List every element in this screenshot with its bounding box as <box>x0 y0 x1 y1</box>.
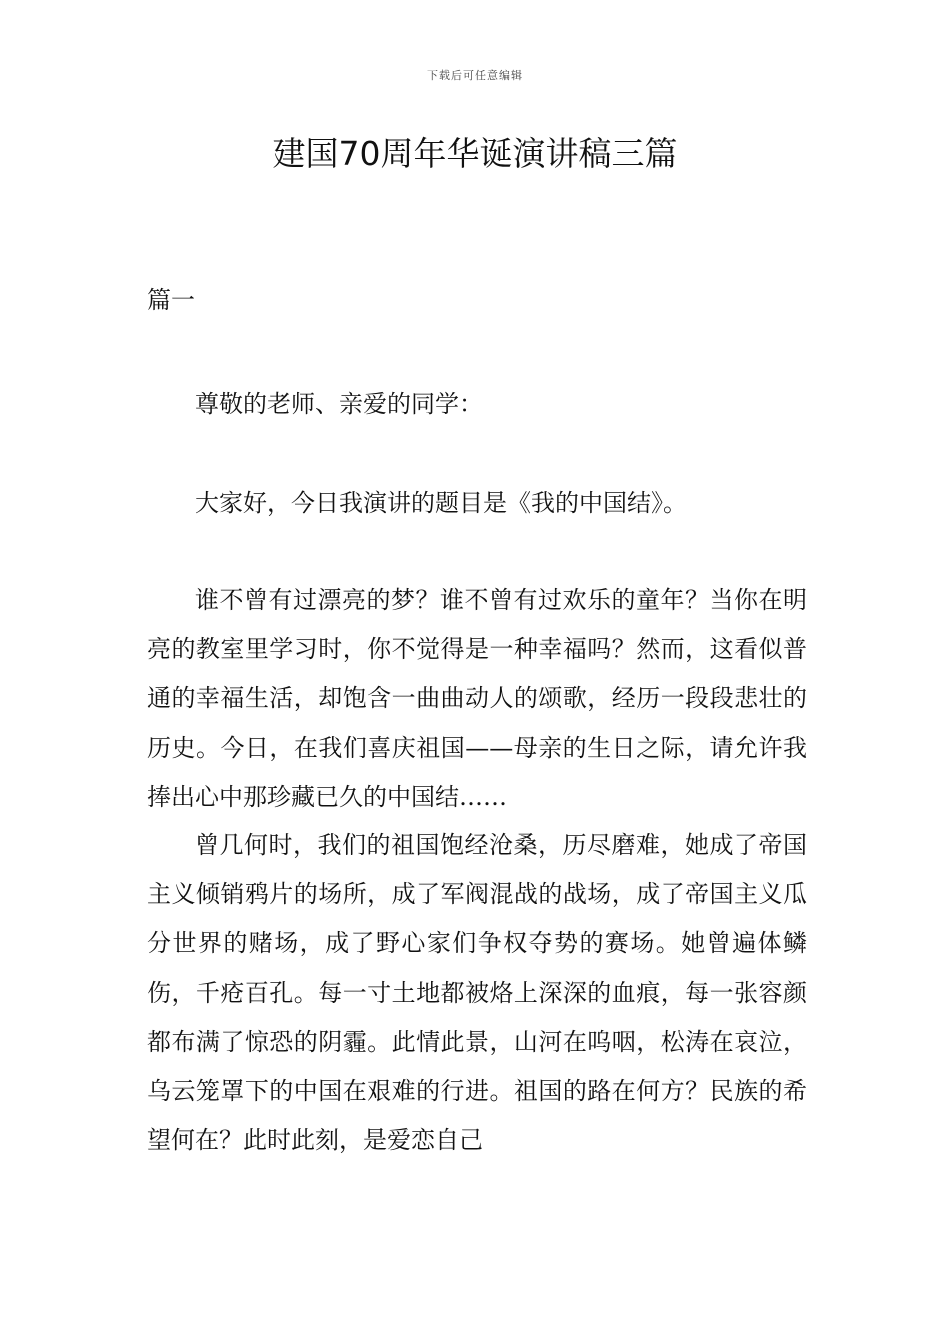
paragraph-intro: 大家好，今日我演讲的题目是《我的中国结》。 <box>195 489 687 517</box>
document-title: 建国70周年华诞演讲稿三篇 <box>272 134 678 173</box>
paragraph-greeting: 尊敬的老师、亲爱的同学： <box>195 390 483 418</box>
paragraph-dream: 谁不曾有过漂亮的梦？谁不曾有过欢乐的童年？当你在明亮的教室里学习时，你不觉得是一种幸福吗？然而，这看似普通的幸福生活，却饱含一曲曲动人的颂歌，经历一段段悲壮的历史。今日，在我们喜庆祖国——母亲的生日之际，请允许我捧出心中那珍藏已久的中国结…… <box>147 586 807 811</box>
document-body <box>147 284 807 1155</box>
section-label: 篇一 <box>147 286 195 314</box>
header-note: 下载后可任意编辑 <box>427 69 523 82</box>
paragraph-past: 曾几何时，我们的祖国饱经沧桑，历尽磨难，她成了帝国主义倾销鸦片的场所，成了军阀混战的战场，成了帝国主义瓜分世界的赌场，成了野心家们争权夺势的赛场。她曾遍体鳞伤，千疮百孔。每一寸土地都被烙上深深的血痕，每一张容颜都布满了惊恐的阴霾。此情此景，山河在呜咽，松涛在哀泣，乌云笼罩下的中国在艰难的行进。祖国的路在何方？民族的希望何在？此时此刻，是爱恋自己 <box>147 831 807 1155</box>
